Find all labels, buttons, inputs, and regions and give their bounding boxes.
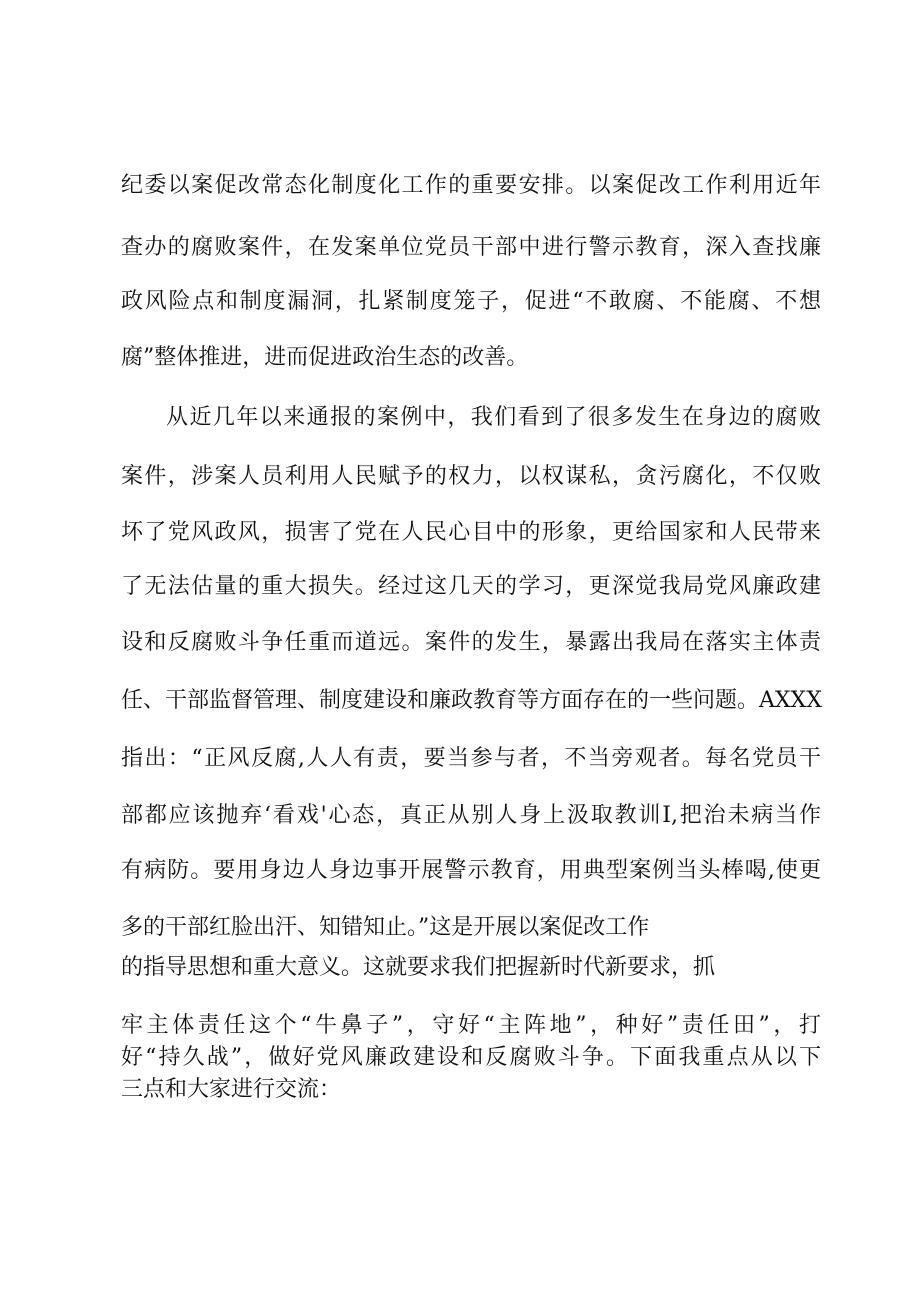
text-line: 纪委以案促改常态化制度化工作的重要安排。以案促改工作利用近年: [121, 173, 821, 198]
text-line: 政风险点和制度漏洞，扎紧制度笼子，促进“不敢腐、不能腐、不想: [121, 289, 821, 314]
text-line: 设和反腐败斗争任重而道远。案件的发生，暴露出我局在落实主体责: [121, 630, 821, 655]
text-line: 查办的腐败案件，在发案单位党员干部中进行警示教育，深入查找廉: [121, 235, 821, 260]
text-line: 任、干部监督管理、制度建设和廉政教育等方面存在的一些问题。AXXX: [121, 688, 822, 713]
text-line: 部都应该抛弃‘看戏'心态，真正从别人身上汲取教训I,把治未病当作: [121, 803, 821, 828]
text-line: 牢主体责任这个“牛鼻子”，守好“主阵地”，种好”责任田”，打: [121, 1013, 821, 1038]
text-line: 三点和大家进行交流：: [121, 1077, 342, 1102]
text-line: 腐”整体推进，进而促进政治生态的改善。: [121, 345, 529, 370]
text-line: 案件，涉案人员利用人民赋予的权力，以权谋私，贪污腐化，不仅败: [121, 464, 821, 489]
text-line: 从近几年以来通报的案例中，我们看到了很多发生在身边的腐败: [166, 405, 821, 430]
text-line: 了无法估量的重大损失。经过这几天的学习，更深觉我局党风廉政建: [121, 574, 821, 599]
text-line: 多的干部红脸出汗、知错知止。”这是开展以案促改工作: [121, 915, 650, 940]
text-line: 指出：“正风反腐,人人有责，要当参与者，不当旁观者。每名党员干: [121, 746, 821, 771]
text-line: 好“持久战”，做好党风廉政建设和反腐败斗争。下面我重点从以下: [121, 1045, 821, 1070]
text-line: 的指导思想和重大意义。这就要求我们把握新时代新要求，抓: [121, 955, 716, 980]
text-line: 坏了党风政风，损害了党在人民心目中的形象，更给国家和人民带来: [121, 520, 821, 545]
text-line: 有病防。要用身边人身边事开展警示教育，用典型案例当头棒喝,使更: [121, 858, 821, 883]
